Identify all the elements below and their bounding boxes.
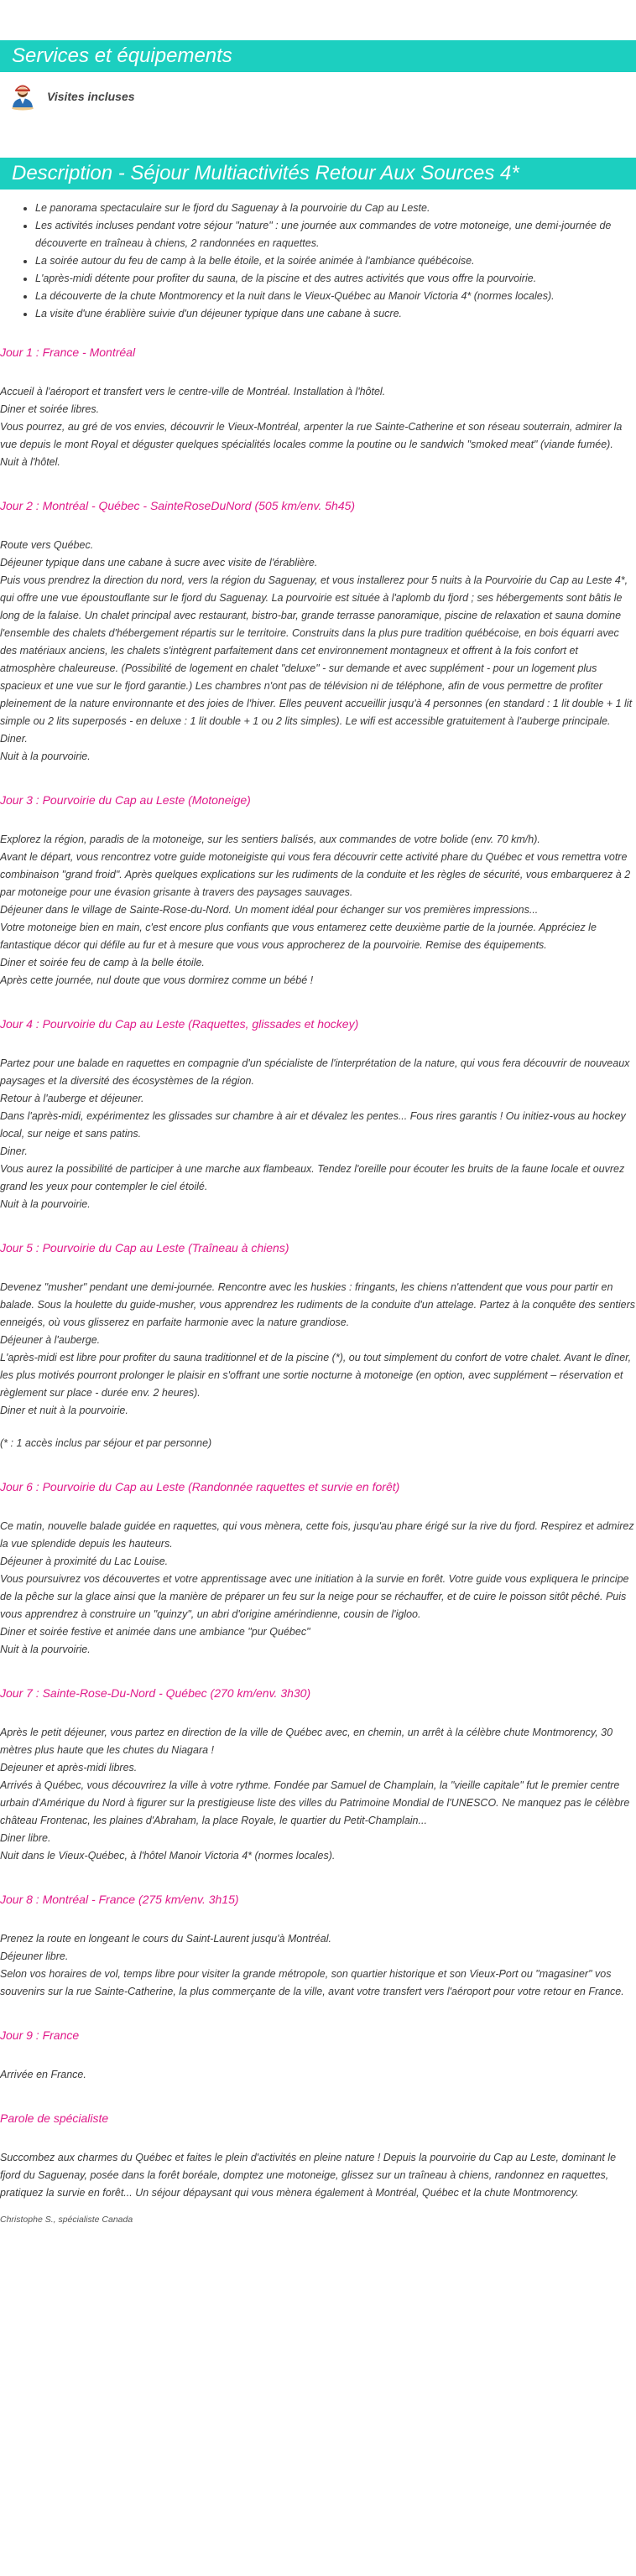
day-line: Dejeuner et après-midi libres. xyxy=(0,1762,138,1774)
day-footnote: (* : 1 accès inclus par séjour et par personne) xyxy=(0,1437,212,1449)
list-item: • La visite d'une érablière suivie d'un déjeuner typique dans une cabane à sucre. xyxy=(35,305,626,323)
day-line: Vous poursuivrez vos découvertes et votre apprentissage avec une initiation à la survie en forêt. Votre guide vous expliquera le principe de la pêche sur la glace ainsi que la manière de préparer un feu sur la neige pour se réchauffer, et de cuire le poisson sitôt pêché. Puis vous apprendrez à construire un "quinzy", un abri d'origine amérindienne, cousin de l'igloo. xyxy=(0,1573,629,1620)
day-line: Votre motoneige bien en main, c'est encore plus confiants que vous entamerez cette deuxième partie de la journée. Appréciez le fantastique décor qui défile au fur et à mesure que vous vous approcherez de la pourvoirie. Remise des équipements. xyxy=(0,922,597,951)
day-line: Déjeuner typique dans une cabane à sucre avec visite de l'érablière. xyxy=(0,557,318,569)
day-body xyxy=(0,1518,636,1659)
list-item: • Le panorama spectaculaire sur le fjord du Saguenay à la pourvoirie du Cap au Leste. xyxy=(35,200,626,217)
day-line: Diner et nuit à la pourvoirie. xyxy=(0,1405,128,1416)
specialist-paragraph: Succombez aux charmes du Québec et faites le plein d'activités en pleine nature ! Depuis la pourvoirie du Cap au Leste, dominant le fjord du Saguenay, posée dans la forêt boréale, domptez une motoneige, glissez sur un traîneau à chiens, randonnez en raquettes, pratiquez la survie en forêt... Un séjour dépaysant qui vous mènera également à Montréal, Québec et la chute Montmorency. xyxy=(0,2152,617,2199)
list-item: • La soirée autour du feu de camp à la belle étoile, et la soirée animée à l'ambiance québécoise. xyxy=(35,252,626,270)
day-line: Selon vos horaires de vol, temps libre pour visiter la grande métropole, son quartier historique et son Vieux-Port ou "magasiner" vos souvenirs sur la rue Sainte-Catherine, la plus commerçante de la ville, avant votre transfert vers l'aéroport pour votre retour en France. xyxy=(0,1968,624,1997)
day-line: Dans l'après-midi, expérimentez les glissades sur chambre à air et dévalez les pentes... Fous rires garantis ! Ou initiez-vous au hockey local, sur neige et sans patins. xyxy=(0,1110,626,1140)
day-line: Après le petit déjeuner, vous partez en direction de la ville de Québec avec, en chemin, un arrêt à la célèbre chute Montmorency, 30 mètres plus haute que les chutes du Niagara ! xyxy=(0,1727,613,1756)
day-line: Diner libre. xyxy=(0,1832,51,1844)
day-line: L'après-midi est libre pour profiter du sauna traditionnel et de la piscine (*), ou tout simplement du confort de votre chalet. Avant le dîner, les plus motivés pourront prolonger le plaisir en s'offrant une sortie nocturne à motoneige (en option, avec supplément – réservation et règlement sur place - durée env. 2 heures). xyxy=(0,1352,632,1399)
services-header: Services et équipements xyxy=(0,40,636,72)
day-title: Jour 1 : France - Montréal xyxy=(0,345,136,359)
itinerary xyxy=(0,340,636,2084)
day-section xyxy=(0,1011,636,1213)
day-body xyxy=(0,1279,636,1420)
day-line: Ce matin, nouvelle balade guidée en raquettes, qui vous mènera, cette fois, jusqu'au phare érigé sur la rive du fjord. Respirez et admirez la vue splendide depuis les hauteurs. xyxy=(0,1520,634,1550)
day-line: Déjeuner dans le village de Sainte-Rose-du-Nord. Un moment idéal pour échanger sur vos premières impressions... xyxy=(0,904,539,916)
day-body xyxy=(0,1724,636,1865)
day-line: Arrivés à Québec, vous découvrirez la ville à votre rythme. Fondée par Samuel de Champlain, la "vieille capitale" fut le premier centre urbain d'Amérique du Nord à figurer sur la prestigieuse liste des villes du Patrimoine Mondial de l'UNESCO. Ne manquez pas le célèbre château Frontenac, les plaines d'Abraham, la place Royale, le quartier du Petit-Champlain... xyxy=(0,1779,630,1826)
specialist-author: Christophe S., spécialiste Canada xyxy=(0,2215,133,2225)
day-line: Devenez "musher" pendant une demi-journée. Rencontre avec les huskies : fringants, les chiens n'attendent que vous pour partir en balade. Sous la houlette du guide-musher, vous apprendrez les rudiments de la conduite d'un attelage. Partez à la conquête des sentiers enneigés, où vous glisserez en parfaite harmonie avec la nature grandiose. xyxy=(0,1281,636,1328)
day-line: Déjeuner libre. xyxy=(0,1950,69,1962)
day-line: Prenez la route en longeant le cours du Saint-Laurent jusqu'à Montréal. xyxy=(0,1933,331,1945)
day-section xyxy=(0,787,636,989)
list-item: • Les activités incluses pendant votre séjour "nature" : une journée aux commandes de votre motoneige, une demi-journée de découverte en traîneau à chiens, 2 randonnées en raquettes. xyxy=(35,217,626,252)
day-line: Diner. xyxy=(0,1145,28,1157)
day-line: Puis vous prendrez la direction du nord, vers la région du Saguenay, et vous installerez pour 5 nuits à la Pourvoirie du Cap au Leste 4*, qui offre une vue époustouflante sur le fjord du Saguenay. La pourvoirie est située à l'aplomb du fjord ; ses hébergements sont bâtis le long de la falaise. Un chalet principal avec restaurant, bistro-bar, grande terrasse panoramique, piscine de relaxation et sauna domine l'ensemble des chalets d'hébergement répartis sur le territoire. Construits dans la plus pure tradition québécoise, en bois équarri avec des matériaux anciens, les chalets s'intègrent parfaitement dans cet environnement montagneux et offrent à la fois confort et atmosphère chaleureuse. (Possibilité de logement en chalet "deluxe" - sur demande et avec supplément - pour un logement plus spacieux et une vue sur le fjord garantie.) Les chambres n'ont pas de télévision ni de téléphone, afin de vous permettre de profiter pleinement de la nature environnante et des joies de l'hiver. Elles peuvent accueillir jusqu'à 4 personnes (en standard : 1 lit double + 1 lit simple ou 2 lits superposés - en deluxe : 1 lit double + 1 ou 2 lits simples). Le wifi est accessible gratuitement à l'auberge principale. xyxy=(0,574,633,727)
day-title: Jour 4 : Pourvoirie du Cap au Leste (Raquettes, glissades et hockey) xyxy=(0,1017,359,1031)
day-line: Explorez la région, paradis de la motoneige, sur les sentiers balisés, aux commandes de votre bolide (env. 70 km/h). xyxy=(0,834,540,845)
day-title: Jour 2 : Montréal - Québec - SainteRoseDuNord (505 km/env. 5h45) xyxy=(0,499,356,512)
day-line: Nuit à l'hôtel. xyxy=(0,456,60,468)
day-section xyxy=(0,1680,636,1865)
day-line: Vous pourrez, au gré de vos envies, découvrir le Vieux-Montréal, arpenter la rue Sainte-Catherine et son réseau souterrain, admirer la vue depuis le mont Royal et déguster quelques spécialités locales comme la poutine ou le sandwich "smoked meat" (viande fumée). xyxy=(0,421,623,450)
day-line: Vous aurez la possibilité de participer à une marche aux flambeaux. Tendez l'oreille pour écouter les bruits de la faune locale et ouvrez grand les yeux pour contempler le ciel étoilé. xyxy=(0,1163,625,1192)
day-line: Diner. xyxy=(0,733,28,745)
day-body xyxy=(0,2066,636,2084)
day-section xyxy=(0,340,636,471)
day-title: Jour 6 : Pourvoirie du Cap au Leste (Randonnée raquettes et survie en forêt) xyxy=(0,1480,400,1493)
day-line: Retour à l'auberge et déjeuner. xyxy=(0,1093,144,1104)
day-line: Nuit à la pourvoirie. xyxy=(0,1644,91,1655)
day-line: Partez pour une balade en raquettes en compagnie d'un spécialiste de l'interprétation de la nature, qui vous fera découvrir de nouveaux paysages et la diversité des écosystèmes de la région. xyxy=(0,1057,630,1087)
day-body xyxy=(0,1930,636,2001)
day-title: Jour 5 : Pourvoirie du Cap au Leste (Traîneau à chiens) xyxy=(0,1241,289,1254)
specialist-text xyxy=(0,2149,636,2202)
specialist-title: Parole de spécialiste xyxy=(0,2111,109,2125)
list-item: • L'après-midi détente pour profiter du sauna, de la piscine et des autres activités que vous offre la pourvoirie. xyxy=(35,270,626,288)
day-body xyxy=(0,383,636,471)
day-section xyxy=(0,1474,636,1659)
day-title: Jour 7 : Sainte-Rose-Du-Nord - Québec (270 km/env. 3h30) xyxy=(0,1686,311,1700)
day-line: Diner et soirée festive et animée dans une ambiance "pur Québec" xyxy=(0,1626,310,1638)
day-body xyxy=(0,537,636,766)
day-title: Jour 3 : Pourvoirie du Cap au Leste (Motoneige) xyxy=(0,793,251,807)
day-section xyxy=(0,1235,636,1452)
included-visits xyxy=(0,82,636,111)
day-section xyxy=(0,493,636,766)
day-section xyxy=(0,1887,636,2001)
description-header: Description - Séjour Multiactivités Retour Aux Sources 4* xyxy=(0,158,636,190)
day-section xyxy=(0,2023,636,2084)
included-visits-label: Visites incluses xyxy=(47,89,135,103)
specialist-section xyxy=(0,2106,636,2228)
day-line: Diner et soirée feu de camp à la belle étoile. xyxy=(0,957,205,969)
day-body xyxy=(0,1055,636,1213)
highlights-list xyxy=(0,200,636,323)
day-line: Avant le départ, vous rencontrez votre guide motoneigiste qui vous fera découvrir cette activité phare du Québec et vous remettra votre combinaison "grand froid". Après quelques explications sur les rudiments de la conduite et les règles de sécurité, vous embarquerez à 2 par motoneige pour une évasion grisante à travers des paysages sauvages. xyxy=(0,851,631,898)
day-line: Après cette journée, nul doute que vous dormirez comme un bébé ! xyxy=(0,974,314,986)
day-line: Déjeuner à proximité du Lac Louise. xyxy=(0,1555,169,1567)
day-body xyxy=(0,831,636,989)
list-item: • La découverte de la chute Montmorency et la nuit dans le Vieux-Québec au Manoir Victoria 4* (normes locales). xyxy=(35,288,626,305)
guide-person-icon xyxy=(8,82,37,111)
day-line: Nuit à la pourvoirie. xyxy=(0,750,91,762)
day-line: Route vers Québec. xyxy=(0,539,94,551)
day-line: Arrivée en France. xyxy=(0,2069,86,2080)
day-title: Jour 9 : France xyxy=(0,2028,80,2042)
day-line: Diner et soirée libres. xyxy=(0,403,100,415)
day-title: Jour 8 : Montréal - France (275 km/env. 3h15) xyxy=(0,1893,239,1906)
day-line: Nuit à la pourvoirie. xyxy=(0,1198,91,1210)
day-line: Nuit dans le Vieux-Québec, à l'hôtel Manoir Victoria 4* (normes locales). xyxy=(0,1850,336,1862)
day-line: Accueil à l'aéroport et transfert vers le centre-ville de Montréal. Installation à l'hôtel. xyxy=(0,386,386,397)
day-line: Déjeuner à l'auberge. xyxy=(0,1334,101,1346)
